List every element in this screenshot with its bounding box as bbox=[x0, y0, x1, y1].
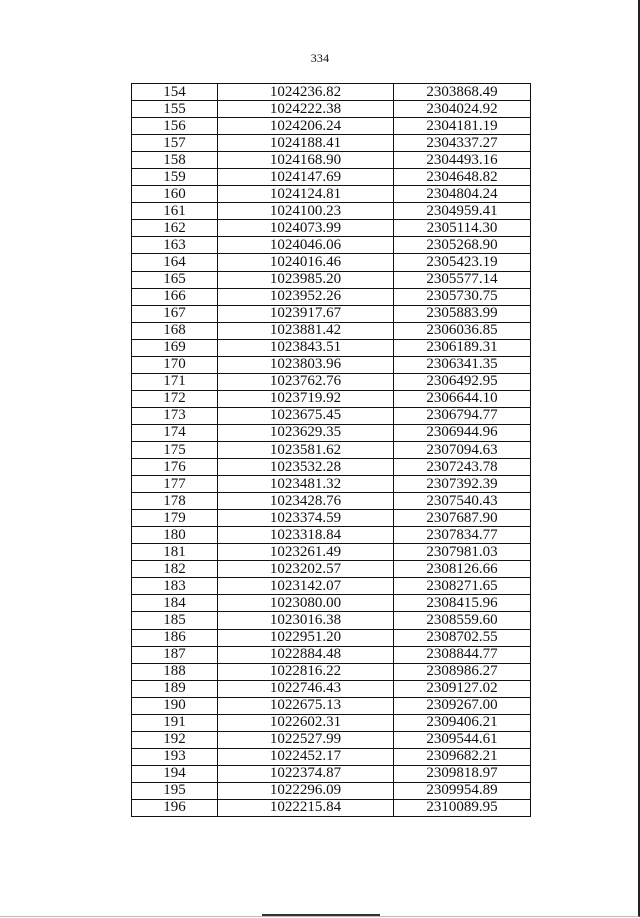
point-number-cell: 176 bbox=[132, 459, 218, 476]
table-row bbox=[132, 782, 531, 799]
y-coordinate-cell: 2305423.19 bbox=[394, 254, 531, 271]
point-number-cell: 163 bbox=[132, 237, 218, 254]
y-coordinate-cell: 2307243.78 bbox=[394, 459, 531, 476]
y-coordinate-cell: 2306341.35 bbox=[394, 356, 531, 373]
x-coordinate-cell: 1023985.20 bbox=[218, 271, 394, 288]
table-row bbox=[132, 663, 531, 680]
point-number-cell: 167 bbox=[132, 305, 218, 322]
table-row bbox=[132, 680, 531, 697]
point-number-cell: 194 bbox=[132, 765, 218, 782]
table-row bbox=[132, 407, 531, 424]
y-coordinate-cell: 2303868.49 bbox=[394, 84, 531, 101]
x-coordinate-cell: 1023629.35 bbox=[218, 424, 394, 441]
y-coordinate-cell: 2309406.21 bbox=[394, 714, 531, 731]
table-row bbox=[132, 220, 531, 237]
x-coordinate-cell: 1023719.92 bbox=[218, 390, 394, 407]
coordinates-table bbox=[131, 83, 531, 817]
y-coordinate-cell: 2308415.96 bbox=[394, 595, 531, 612]
table-row bbox=[132, 305, 531, 322]
y-coordinate-cell: 2306644.10 bbox=[394, 390, 531, 407]
point-number-cell: 161 bbox=[132, 203, 218, 220]
y-coordinate-cell: 2309544.61 bbox=[394, 731, 531, 748]
table-row bbox=[132, 373, 531, 390]
x-coordinate-cell: 1023318.84 bbox=[218, 527, 394, 544]
table-row bbox=[132, 237, 531, 254]
y-coordinate-cell: 2309682.21 bbox=[394, 748, 531, 765]
table-row bbox=[132, 629, 531, 646]
table-row bbox=[132, 476, 531, 493]
x-coordinate-cell: 1024222.38 bbox=[218, 101, 394, 118]
table-row bbox=[132, 288, 531, 305]
y-coordinate-cell: 2309818.97 bbox=[394, 765, 531, 782]
y-coordinate-cell: 2307094.63 bbox=[394, 441, 531, 458]
y-coordinate-cell: 2308702.55 bbox=[394, 629, 531, 646]
table-row bbox=[132, 322, 531, 339]
table-row bbox=[132, 578, 531, 595]
table-row bbox=[132, 254, 531, 271]
x-coordinate-cell: 1023952.26 bbox=[218, 288, 394, 305]
x-coordinate-cell: 1023881.42 bbox=[218, 322, 394, 339]
point-number-cell: 173 bbox=[132, 407, 218, 424]
x-coordinate-cell: 1023016.38 bbox=[218, 612, 394, 629]
y-coordinate-cell: 2305883.99 bbox=[394, 305, 531, 322]
x-coordinate-cell: 1023481.32 bbox=[218, 476, 394, 493]
x-coordinate-cell: 1023261.49 bbox=[218, 544, 394, 561]
point-number-cell: 190 bbox=[132, 697, 218, 714]
y-coordinate-cell: 2305730.75 bbox=[394, 288, 531, 305]
x-coordinate-cell: 1022527.99 bbox=[218, 731, 394, 748]
y-coordinate-cell: 2305268.90 bbox=[394, 237, 531, 254]
x-coordinate-cell: 1023581.62 bbox=[218, 441, 394, 458]
point-number-cell: 181 bbox=[132, 544, 218, 561]
point-number-cell: 164 bbox=[132, 254, 218, 271]
x-coordinate-cell: 1023532.28 bbox=[218, 459, 394, 476]
table-row bbox=[132, 714, 531, 731]
y-coordinate-cell: 2304648.82 bbox=[394, 169, 531, 186]
table-row bbox=[132, 459, 531, 476]
y-coordinate-cell: 2308844.77 bbox=[394, 646, 531, 663]
y-coordinate-cell: 2304804.24 bbox=[394, 186, 531, 203]
point-number-cell: 157 bbox=[132, 135, 218, 152]
y-coordinate-cell: 2306189.31 bbox=[394, 339, 531, 356]
y-coordinate-cell: 2304024.92 bbox=[394, 101, 531, 118]
point-number-cell: 191 bbox=[132, 714, 218, 731]
point-number-cell: 162 bbox=[132, 220, 218, 237]
y-coordinate-cell: 2307834.77 bbox=[394, 527, 531, 544]
table-row bbox=[132, 561, 531, 578]
y-coordinate-cell: 2304493.16 bbox=[394, 152, 531, 169]
point-number-cell: 154 bbox=[132, 84, 218, 101]
y-coordinate-cell: 2307687.90 bbox=[394, 510, 531, 527]
y-coordinate-cell: 2307392.39 bbox=[394, 476, 531, 493]
x-coordinate-cell: 1022215.84 bbox=[218, 799, 394, 816]
table-row bbox=[132, 595, 531, 612]
table-row bbox=[132, 203, 531, 220]
y-coordinate-cell: 2310089.95 bbox=[394, 799, 531, 816]
point-number-cell: 177 bbox=[132, 476, 218, 493]
y-coordinate-cell: 2307981.03 bbox=[394, 544, 531, 561]
x-coordinate-cell: 1023374.59 bbox=[218, 510, 394, 527]
x-coordinate-cell: 1023803.96 bbox=[218, 356, 394, 373]
x-coordinate-cell: 1022816.22 bbox=[218, 663, 394, 680]
point-number-cell: 187 bbox=[132, 646, 218, 663]
table-row bbox=[132, 493, 531, 510]
x-coordinate-cell: 1022374.87 bbox=[218, 765, 394, 782]
x-coordinate-cell: 1024236.82 bbox=[218, 84, 394, 101]
table-row bbox=[132, 118, 531, 135]
table-row bbox=[132, 356, 531, 373]
x-coordinate-cell: 1024073.99 bbox=[218, 220, 394, 237]
point-number-cell: 179 bbox=[132, 510, 218, 527]
point-number-cell: 188 bbox=[132, 663, 218, 680]
point-number-cell: 189 bbox=[132, 680, 218, 697]
y-coordinate-cell: 2309267.00 bbox=[394, 697, 531, 714]
point-number-cell: 180 bbox=[132, 527, 218, 544]
x-coordinate-cell: 1022746.43 bbox=[218, 680, 394, 697]
point-number-cell: 155 bbox=[132, 101, 218, 118]
x-coordinate-cell: 1022296.09 bbox=[218, 782, 394, 799]
table-row bbox=[132, 169, 531, 186]
point-number-cell: 165 bbox=[132, 271, 218, 288]
point-number-cell: 171 bbox=[132, 373, 218, 390]
y-coordinate-cell: 2308986.27 bbox=[394, 663, 531, 680]
y-coordinate-cell: 2306794.77 bbox=[394, 407, 531, 424]
y-coordinate-cell: 2304181.19 bbox=[394, 118, 531, 135]
y-coordinate-cell: 2308126.66 bbox=[394, 561, 531, 578]
y-coordinate-cell: 2306492.95 bbox=[394, 373, 531, 390]
table-row bbox=[132, 84, 531, 101]
x-coordinate-cell: 1022884.48 bbox=[218, 646, 394, 663]
point-number-cell: 184 bbox=[132, 595, 218, 612]
x-coordinate-cell: 1023202.57 bbox=[218, 561, 394, 578]
y-coordinate-cell: 2309954.89 bbox=[394, 782, 531, 799]
x-coordinate-cell: 1023428.76 bbox=[218, 493, 394, 510]
y-coordinate-cell: 2309127.02 bbox=[394, 680, 531, 697]
y-coordinate-cell: 2307540.43 bbox=[394, 493, 531, 510]
x-coordinate-cell: 1024206.24 bbox=[218, 118, 394, 135]
point-number-cell: 193 bbox=[132, 748, 218, 765]
point-number-cell: 168 bbox=[132, 322, 218, 339]
x-coordinate-cell: 1024046.06 bbox=[218, 237, 394, 254]
y-coordinate-cell: 2304959.41 bbox=[394, 203, 531, 220]
table-row bbox=[132, 186, 531, 203]
table-row bbox=[132, 612, 531, 629]
y-coordinate-cell: 2306036.85 bbox=[394, 322, 531, 339]
point-number-cell: 195 bbox=[132, 782, 218, 799]
x-coordinate-cell: 1023142.07 bbox=[218, 578, 394, 595]
x-coordinate-cell: 1023080.00 bbox=[218, 595, 394, 612]
table-row bbox=[132, 646, 531, 663]
x-coordinate-cell: 1022951.20 bbox=[218, 629, 394, 646]
point-number-cell: 183 bbox=[132, 578, 218, 595]
table-row bbox=[132, 527, 531, 544]
point-number-cell: 192 bbox=[132, 731, 218, 748]
point-number-cell: 172 bbox=[132, 390, 218, 407]
x-coordinate-cell: 1023675.45 bbox=[218, 407, 394, 424]
point-number-cell: 175 bbox=[132, 441, 218, 458]
table-row bbox=[132, 697, 531, 714]
table-row bbox=[132, 799, 531, 816]
table-row bbox=[132, 135, 531, 152]
table-row bbox=[132, 544, 531, 561]
x-coordinate-cell: 1023917.67 bbox=[218, 305, 394, 322]
coordinates-table-body bbox=[132, 84, 531, 817]
table-row bbox=[132, 271, 531, 288]
table-row bbox=[132, 510, 531, 527]
x-coordinate-cell: 1022675.13 bbox=[218, 697, 394, 714]
point-number-cell: 156 bbox=[132, 118, 218, 135]
point-number-cell: 196 bbox=[132, 799, 218, 816]
point-number-cell: 185 bbox=[132, 612, 218, 629]
x-coordinate-cell: 1024188.41 bbox=[218, 135, 394, 152]
x-coordinate-cell: 1024168.90 bbox=[218, 152, 394, 169]
y-coordinate-cell: 2305577.14 bbox=[394, 271, 531, 288]
table-row bbox=[132, 441, 531, 458]
point-number-cell: 170 bbox=[132, 356, 218, 373]
x-coordinate-cell: 1024100.23 bbox=[218, 203, 394, 220]
x-coordinate-cell: 1022452.17 bbox=[218, 748, 394, 765]
x-coordinate-cell: 1024124.81 bbox=[218, 186, 394, 203]
point-number-cell: 174 bbox=[132, 424, 218, 441]
point-number-cell: 166 bbox=[132, 288, 218, 305]
table-row bbox=[132, 748, 531, 765]
y-coordinate-cell: 2306944.96 bbox=[394, 424, 531, 441]
point-number-cell: 158 bbox=[132, 152, 218, 169]
point-number-cell: 159 bbox=[132, 169, 218, 186]
page-edge-mark bbox=[262, 914, 380, 916]
table-row bbox=[132, 731, 531, 748]
x-coordinate-cell: 1024147.69 bbox=[218, 169, 394, 186]
point-number-cell: 178 bbox=[132, 493, 218, 510]
y-coordinate-cell: 2308271.65 bbox=[394, 578, 531, 595]
table-row bbox=[132, 424, 531, 441]
x-coordinate-cell: 1023762.76 bbox=[218, 373, 394, 390]
y-coordinate-cell: 2304337.27 bbox=[394, 135, 531, 152]
x-coordinate-cell: 1023843.51 bbox=[218, 339, 394, 356]
point-number-cell: 186 bbox=[132, 629, 218, 646]
table-row bbox=[132, 152, 531, 169]
table-row bbox=[132, 339, 531, 356]
table-row bbox=[132, 765, 531, 782]
point-number-cell: 182 bbox=[132, 561, 218, 578]
y-coordinate-cell: 2308559.60 bbox=[394, 612, 531, 629]
table-row bbox=[132, 101, 531, 118]
x-coordinate-cell: 1024016.46 bbox=[218, 254, 394, 271]
page-number: 334 bbox=[310, 51, 330, 65]
table-row bbox=[132, 390, 531, 407]
point-number-cell: 160 bbox=[132, 186, 218, 203]
x-coordinate-cell: 1022602.31 bbox=[218, 714, 394, 731]
y-coordinate-cell: 2305114.30 bbox=[394, 220, 531, 237]
point-number-cell: 169 bbox=[132, 339, 218, 356]
